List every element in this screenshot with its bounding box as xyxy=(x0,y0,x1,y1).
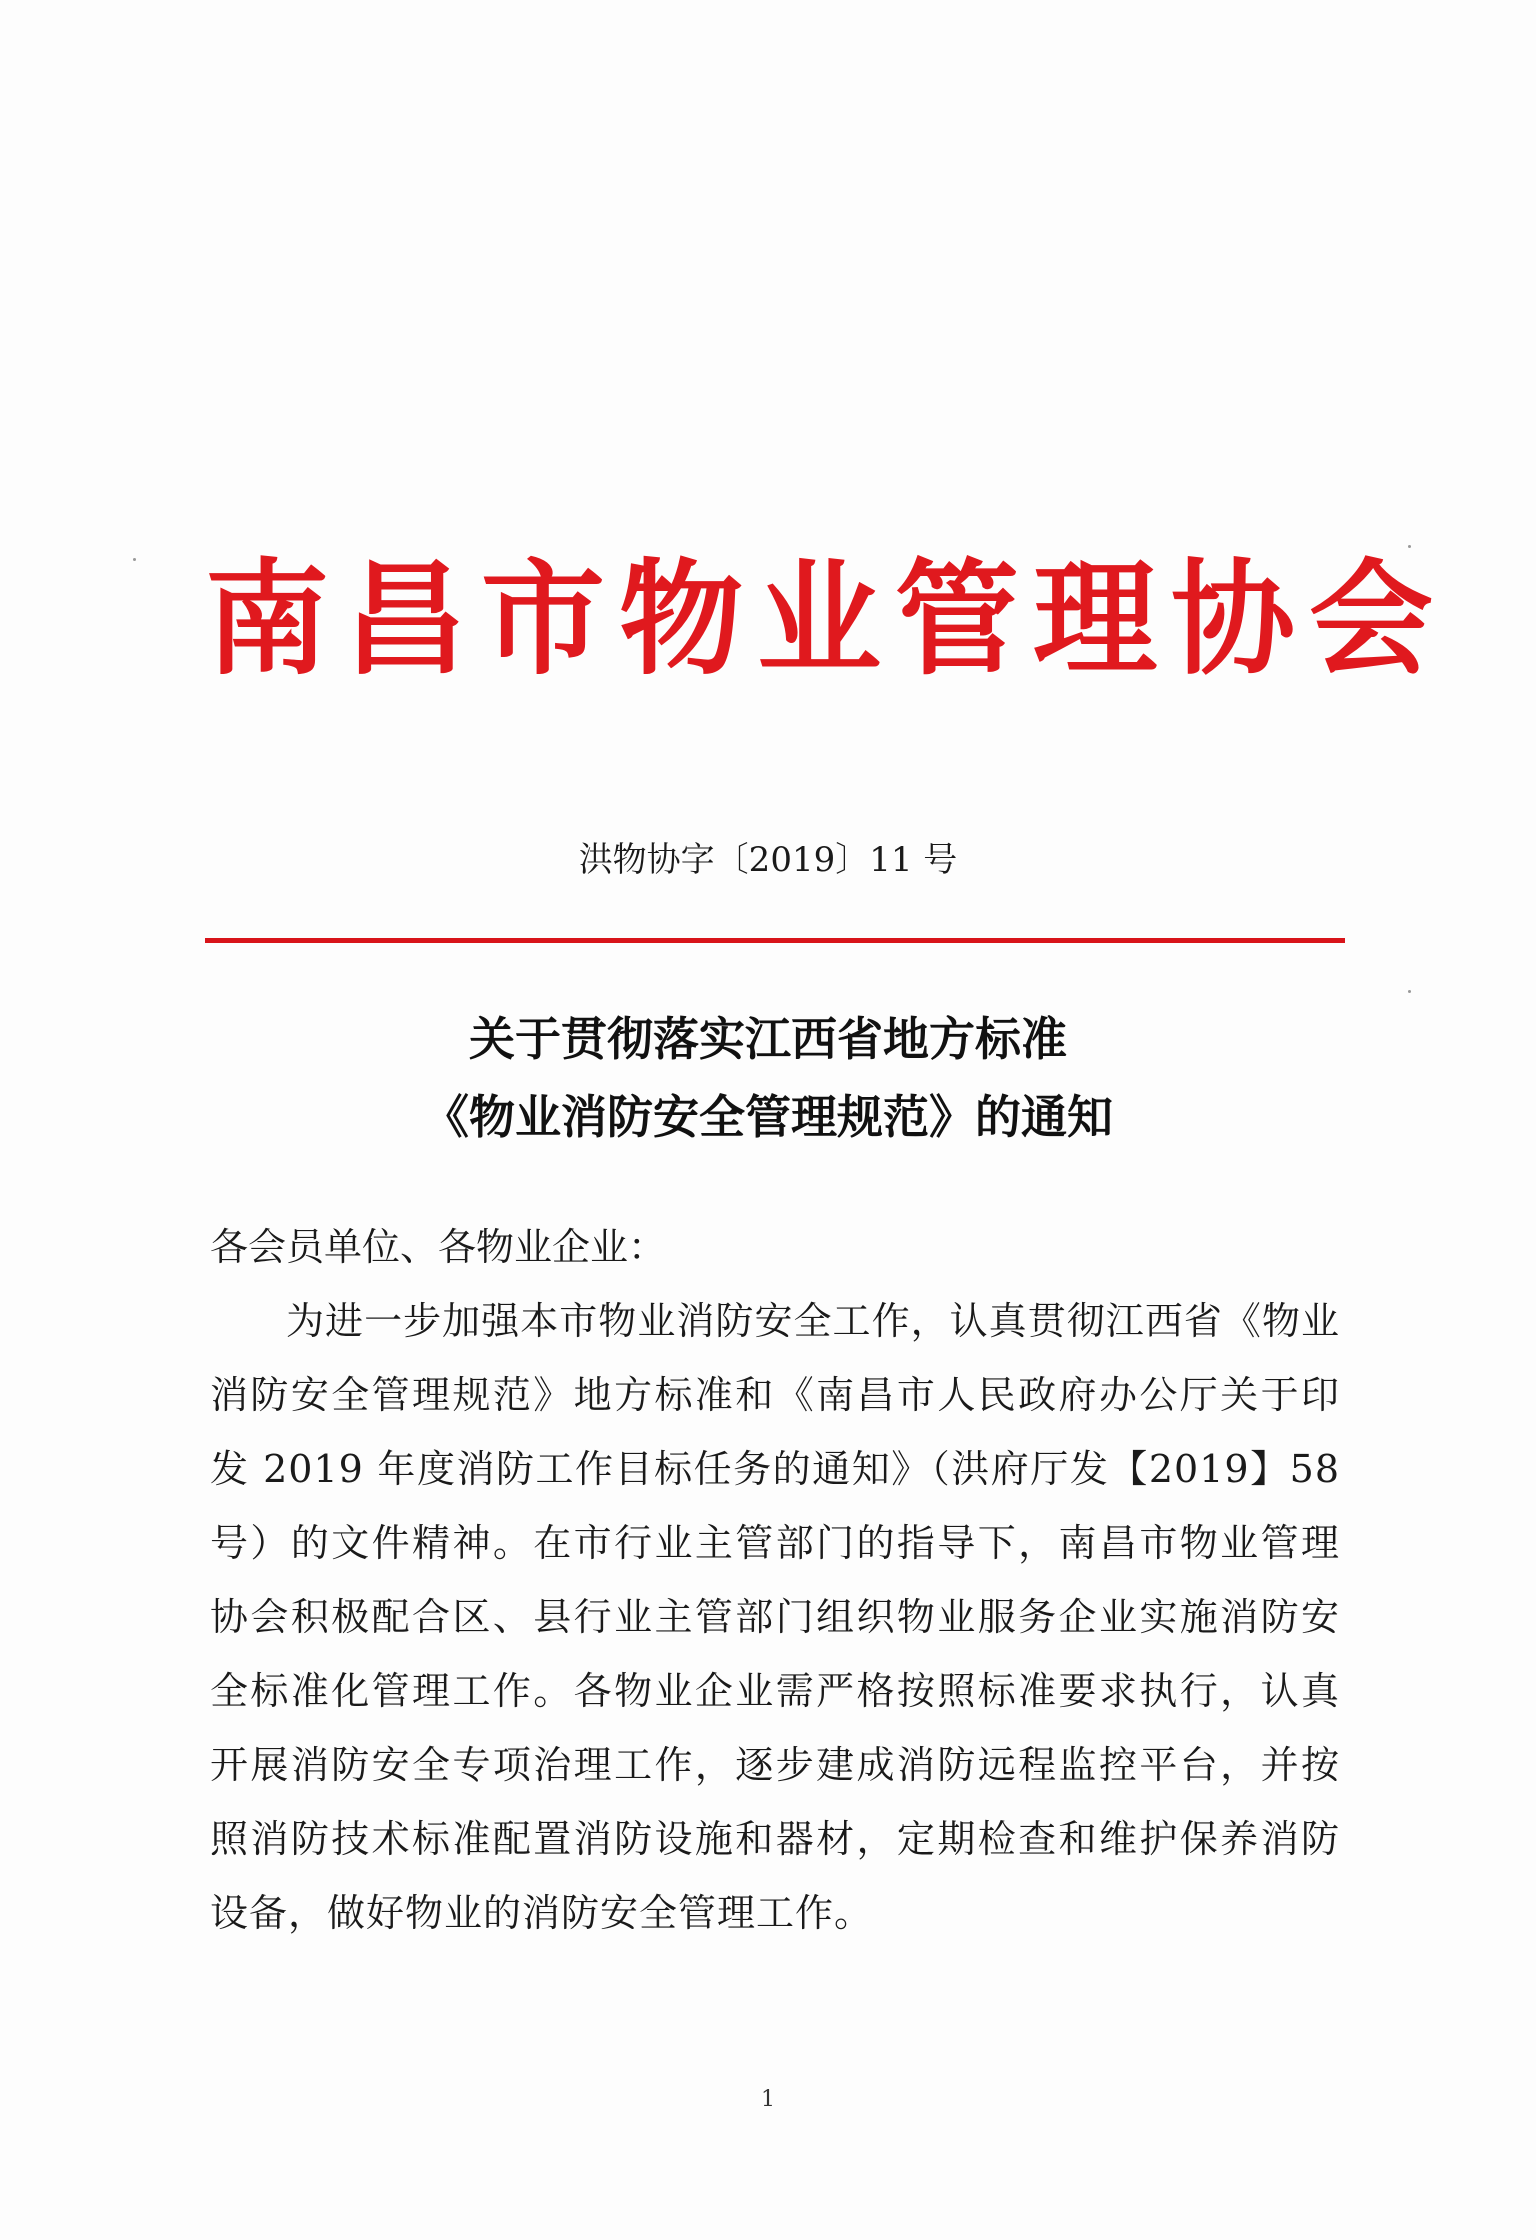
salutation: 各会员单位、各物业企业： xyxy=(210,1225,667,1269)
letterhead-organization-title: 南昌市物业管理协会 xyxy=(205,548,1448,692)
document-number: 洪物协字〔2019〕11 号 xyxy=(578,840,958,880)
notice-title-line-2: 《物业消防安全管理规范》的通知 xyxy=(423,1090,1113,1144)
body-paragraph: 为进一步加强本市物业消防安全工作，认真贯彻江西省《物业消防安全管理规范》地方标准和《南昌市人民政府办公厅关于印发 2019 年度消防工作目标任务的通知》（洪府厅发【2019】58 号）的文件精神。在市行业主管部门的指导下，南昌市物业管理协会积极配合区、县行业主管部门组织物业服务企业实施消防安全标准化管理工作。各物业企业需严格按照标准要求执行，认真开展消防安全专项治理工作，逐步建成消防远程监控平台，并按照消防技术标准配置消防设施和器材，定期检查和维护保养消防设备，做好物业的消防安全管理工作。 xyxy=(210,1299,1340,1935)
notice-title xyxy=(0,1000,1536,1156)
notice-body xyxy=(210,1210,1340,1950)
scan-speck xyxy=(1408,545,1411,548)
page-number: 1 xyxy=(761,2087,775,2112)
notice-title-line-1: 关于贯彻落实江西省地方标准 xyxy=(469,1012,1067,1066)
scan-speck xyxy=(133,558,136,561)
letterhead-red-divider xyxy=(205,938,1345,943)
scan-speck xyxy=(1408,990,1411,993)
